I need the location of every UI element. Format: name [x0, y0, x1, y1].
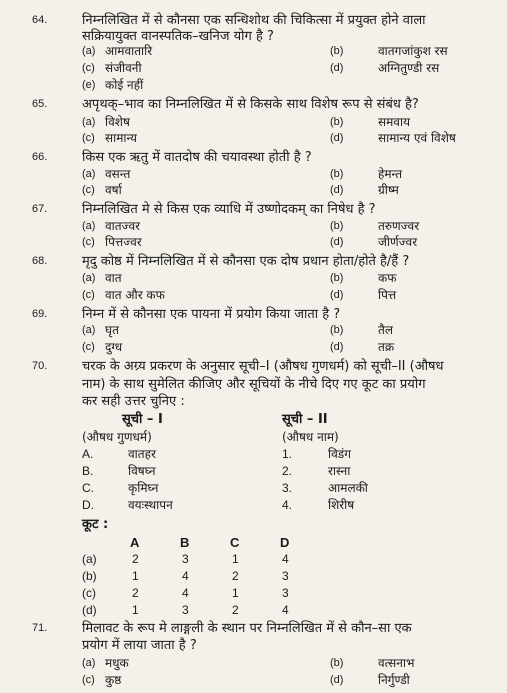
option-label: (b): [330, 116, 344, 128]
koot-cell: 3: [182, 552, 189, 566]
koot-cell: 2: [132, 586, 139, 600]
option-label: (a): [82, 116, 96, 128]
option-label: (a): [82, 657, 96, 669]
question-number: 68.: [32, 255, 48, 267]
question-number: 66.: [32, 151, 48, 163]
option-text: आमवातारि: [105, 44, 153, 58]
match-key: A.: [82, 447, 94, 461]
option-label: (b): [330, 657, 344, 669]
option-label: (b): [330, 45, 344, 57]
option-text: कफ: [378, 271, 397, 285]
koot-header: B: [180, 535, 190, 550]
koot-cell: 1: [132, 569, 139, 583]
question-text-line: सक्रियायुक्त वानस्पतिक–खनिज योग है ?: [82, 29, 274, 44]
question-text-line: कर सही उत्तर चुनिए :: [82, 394, 185, 409]
match-number: 1.: [282, 447, 293, 461]
option-label: (d): [330, 341, 344, 353]
match-number: 2.: [282, 464, 293, 478]
option-text: पित्तज्वर: [105, 235, 142, 249]
option-text: ग्रीष्म: [378, 183, 399, 197]
koot-header: D: [280, 535, 290, 550]
option-text: निर्गुण्डी: [378, 673, 410, 687]
option-text: तक्र: [378, 340, 395, 354]
question-text-line: मृदु कोष्ठ में निम्नलिखित में से कौनसा एक दोष प्रधान होता/होते है/हैं ?: [82, 254, 410, 269]
match-item: विषघ्न: [128, 464, 156, 478]
koot-cell: 3: [282, 569, 289, 583]
option-text: सामान्य: [105, 131, 138, 145]
option-label: (d): [330, 289, 344, 301]
koot-cell: 1: [232, 586, 239, 600]
option-label: (a): [82, 324, 96, 336]
match-item: वातहर: [128, 447, 156, 461]
koot-cell: 3: [182, 603, 189, 617]
question-text-line: किस एक ऋतु में वातदोष की चयावस्था होती है ?: [82, 150, 312, 165]
match-name: रास्ना: [328, 464, 351, 478]
question-number: 67.: [32, 203, 48, 215]
question-number: 71.: [32, 622, 48, 634]
koot-option-label: (b): [82, 569, 97, 583]
match-number: 3.: [282, 481, 293, 495]
koot-cell: 4: [282, 552, 289, 566]
koot-cell: 4: [282, 603, 289, 617]
match-name: आमलकी: [328, 481, 368, 495]
option-text: सामान्य एवं विशेष: [378, 131, 456, 145]
option-label: (b): [330, 272, 344, 284]
option-text: वातगजांकुश रस: [378, 44, 448, 58]
option-label: (b): [330, 220, 344, 232]
option-text: अग्नितुण्डी रस: [378, 61, 440, 75]
match-key: B.: [82, 464, 94, 478]
option-label: (d): [330, 62, 344, 74]
option-label: (c): [82, 236, 95, 248]
koot-cell: 4: [182, 586, 189, 600]
question-number: 64.: [32, 14, 48, 26]
option-text: जीर्णज्वर: [378, 235, 418, 249]
option-label: (c): [82, 341, 95, 353]
koot-cell: 2: [232, 603, 239, 617]
koot-option-label: (c): [82, 586, 96, 600]
option-label: (a): [82, 168, 96, 180]
option-text: वर्षा: [105, 183, 122, 197]
koot-cell: 3: [282, 586, 289, 600]
option-text: पित्त: [378, 288, 397, 302]
option-label: (d): [330, 184, 344, 196]
option-text: हेमन्त: [378, 167, 403, 181]
option-label: (b): [330, 168, 344, 180]
option-label: (e): [82, 79, 96, 91]
option-text: समवाय: [378, 115, 411, 129]
option-text: घृत: [105, 323, 119, 337]
koot-cell: 4: [182, 569, 189, 583]
list1-title: सूची – I: [122, 412, 163, 427]
option-text: वत्सनाभ: [378, 656, 415, 670]
option-label: (a): [82, 45, 96, 57]
question-text-line: मिलावट के रूप मे लाङ्गली के स्थान पर निम्नलिखित में से कौन–सा एक: [82, 621, 412, 636]
question-number: 69.: [32, 308, 48, 320]
option-text: तैल: [378, 323, 393, 337]
option-label: (d): [330, 674, 344, 686]
question-text-line: निम्न में से कौनसा एक पायना में प्रयोग किया जाता है ?: [82, 307, 341, 322]
option-text: वात और कफ: [105, 288, 165, 302]
match-item: वयःस्थापन: [128, 498, 173, 512]
list1-subtitle: (औषध गुणधर्म): [82, 430, 152, 444]
koot-header: A: [130, 535, 140, 550]
option-text: कुष्ठ: [105, 673, 122, 687]
question-text-line: अपृथक्–भाव का निम्नलिखित में से किसके साथ विशेष रूप से संबंध है?: [82, 97, 419, 112]
koot-option-label: (d): [82, 603, 97, 617]
option-text: मधुक: [105, 656, 129, 670]
option-text: कोई नहीं: [105, 78, 144, 92]
match-number: 4.: [282, 498, 293, 512]
option-label: (d): [330, 236, 344, 248]
option-text: वात: [105, 271, 122, 285]
koot-cell: 1: [132, 603, 139, 617]
question-text-line: निम्नलिखित में से कौनसा एक सन्धिशोथ की चिकित्सा में प्रयुक्त होने वाला: [82, 13, 426, 28]
koot-option-label: (a): [82, 552, 97, 566]
question-text-line: प्रयोग में लाया जाता है ?: [82, 638, 197, 653]
option-label: (a): [82, 220, 96, 232]
list2-subtitle: (औषध नाम): [282, 430, 339, 444]
option-label: (c): [82, 674, 95, 686]
koot-cell: 2: [232, 569, 239, 583]
option-label: (c): [82, 132, 95, 144]
option-label: (d): [330, 132, 344, 144]
option-text: तरुणज्वर: [378, 219, 420, 233]
option-text: वसन्त: [105, 167, 131, 181]
option-label: (c): [82, 184, 95, 196]
koot-cell: 2: [132, 552, 139, 566]
option-text: विशेष: [105, 115, 130, 129]
koot-header: C: [230, 535, 240, 550]
option-label: (a): [82, 272, 96, 284]
match-key: D.: [82, 498, 94, 512]
question-text-line: निम्नलिखित मे से किस एक व्याधि में उष्णोदकम् का निषेध है ?: [82, 202, 376, 217]
match-name: विडंग: [328, 447, 351, 461]
option-label: (c): [82, 289, 95, 301]
option-text: वातज्वर: [105, 219, 141, 233]
option-label: (b): [330, 324, 344, 336]
match-key: C.: [82, 481, 94, 495]
koot-cell: 1: [232, 552, 239, 566]
question-text-line: चरक के अग्र्य प्रकरण के अनुसार सूची–I (औषध गुणधर्म) को सूची–II (औषध: [82, 359, 444, 374]
match-name: शिरीष: [328, 498, 355, 512]
question-number: 70.: [32, 360, 48, 372]
option-text: दुग्ध: [105, 340, 123, 354]
list2-title: सूची – II: [282, 412, 328, 427]
option-label: (c): [82, 62, 95, 74]
question-text-line: नाम) के साथ सुमेलित कीजिए और सूचियों के नीचे दिए गए कूट का प्रयोग: [82, 377, 426, 392]
option-text: संजीवनी: [105, 61, 142, 75]
match-item: कृमिघ्न: [128, 481, 159, 495]
question-number: 65.: [32, 98, 48, 110]
koot-label: कूट :: [82, 517, 109, 532]
